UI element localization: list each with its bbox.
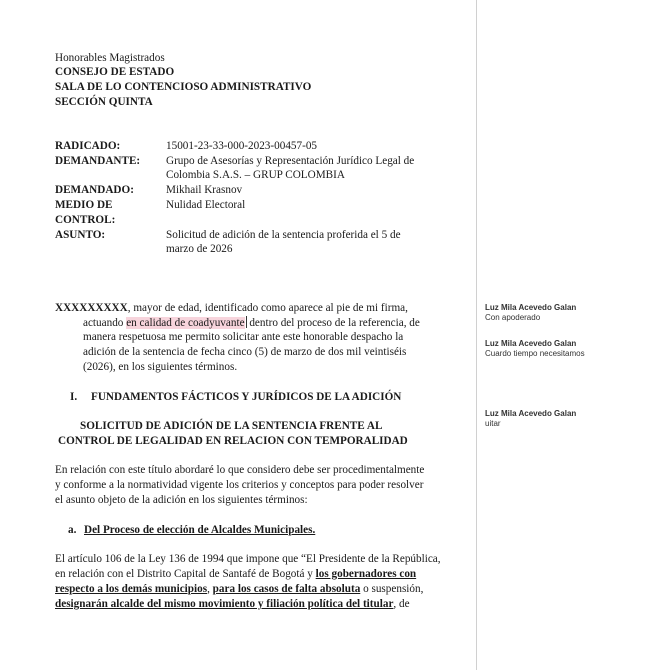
comment-card[interactable] bbox=[485, 339, 585, 359]
comment-text: uitar bbox=[485, 419, 501, 428]
subsection-title: Del Proceso de elección de Alcaldes Municipales. bbox=[84, 524, 316, 536]
intro-line2 bbox=[83, 316, 420, 331]
salutation: Honorables Magistrados bbox=[55, 52, 165, 64]
para2-line3-bold2: para los casos de falta absoluta bbox=[212, 583, 361, 595]
comment-text: Cuardo tiempo necesitamos bbox=[485, 349, 585, 358]
para2-line3-bold1: respecto a los demás municipios bbox=[55, 583, 208, 595]
subheading-line1: SOLICITUD DE ADICIÓN DE LA SENTENCIA FRENTE AL bbox=[80, 420, 383, 432]
intro-line5: (2026), en los siguientes términos. bbox=[83, 361, 238, 373]
section-name: SECCIÓN QUINTA bbox=[55, 96, 153, 108]
comment-author: Luz Mila Acevedo Galan bbox=[485, 303, 577, 312]
comment-author: Luz Mila Acevedo Galan bbox=[485, 409, 577, 418]
demandante-value-line2: Colombia S.A.S. – GRUP COLOMBIA bbox=[166, 169, 345, 181]
para2-line1: El artículo 106 de la Ley 136 de 1994 que impone que “El Presidente de la República, bbox=[55, 553, 441, 565]
para1-line2: y conforme a la normatividad vigente los criterios y conceptos para poder resolver bbox=[55, 479, 424, 491]
court-name: CONSEJO DE ESTADO bbox=[55, 66, 175, 78]
radicado-value: 15001-23-33-000-2023-00457-05 bbox=[166, 140, 318, 152]
medio-label-line1: MEDIO DE bbox=[55, 199, 113, 211]
para2-line2-bold: los gobernadores con bbox=[315, 568, 417, 580]
demandante-label: DEMANDANTE: bbox=[55, 155, 141, 167]
demandante-value-line1: Grupo de Asesorías y Representación Jurídico Legal de bbox=[166, 155, 415, 167]
comments-pane bbox=[476, 0, 650, 670]
comment-text: Con apoderado bbox=[485, 313, 541, 322]
para2-line2-pre: en relación con el Distrito Capital de Santafé de Bogotá y bbox=[55, 568, 316, 580]
asunto-label: ASUNTO: bbox=[55, 229, 106, 241]
demandado-label: DEMANDADO: bbox=[55, 184, 134, 196]
intro-line2-pre: actuando bbox=[83, 317, 127, 329]
para2-line3-mid: , bbox=[207, 583, 213, 595]
para2-line4-bold: designarán alcalde del mismo movimiento y filiación política del titular bbox=[55, 598, 394, 610]
para1-line1: En relación con este título abordaré lo que considero debe ser procedimentalmente bbox=[55, 464, 425, 476]
para2-line4-post: , de bbox=[393, 598, 410, 610]
para2-line3-post: o suspensión, bbox=[360, 583, 424, 595]
para2-line2 bbox=[55, 567, 416, 582]
intro-line3: manera respetuosa me permito solicitar ante este honorable despacho la bbox=[83, 331, 404, 343]
para2-line3 bbox=[55, 582, 423, 597]
subsection-letter: a. bbox=[68, 524, 77, 536]
asunto-value-line1: Solicitud de adición de la sentencia proferida el 5 de bbox=[166, 229, 401, 241]
asunto-value-line2: marzo de 2026 bbox=[166, 243, 233, 255]
intro-line4: adición de la sentencia de fecha cinco (5) de marzo de dos mil veintiséis bbox=[83, 346, 407, 358]
subheading-line2: CONTROL DE LEGALIDAD EN RELACION CON TEMPORALIDAD bbox=[58, 435, 408, 447]
demandado-value: Mikhail Krasnov bbox=[166, 184, 243, 196]
radicado-label: RADICADO: bbox=[55, 140, 121, 152]
medio-value: Nulidad Electoral bbox=[166, 199, 246, 211]
section-number: I. bbox=[70, 391, 78, 403]
comment-card[interactable] bbox=[485, 409, 576, 429]
intro-line1 bbox=[55, 301, 408, 316]
para2-line4 bbox=[55, 597, 410, 612]
comment-author: Luz Mila Acevedo Galan bbox=[485, 339, 577, 348]
petitioner-name: XXXXXXXXX bbox=[55, 302, 128, 314]
section-title: FUNDAMENTOS FÁCTICOS Y JURÍDICOS DE LA ADICIÓN bbox=[91, 391, 402, 403]
comment-card[interactable] bbox=[485, 303, 576, 323]
para1-line3: el asunto objeto de la adición en los siguientes términos: bbox=[55, 494, 308, 506]
chamber-name: SALA DE LO CONTENCIOSO ADMINISTRATIVO bbox=[55, 81, 312, 93]
intro-line1-rest: , mayor de edad, identificado como aparece al pie de mi firma, bbox=[127, 302, 408, 314]
commented-text-highlight[interactable]: en calidad de coadyuvante bbox=[126, 317, 245, 329]
intro-line2-post: dentro del proceso de la referencia, de bbox=[246, 317, 420, 329]
medio-label-line2: CONTROL: bbox=[55, 214, 116, 226]
